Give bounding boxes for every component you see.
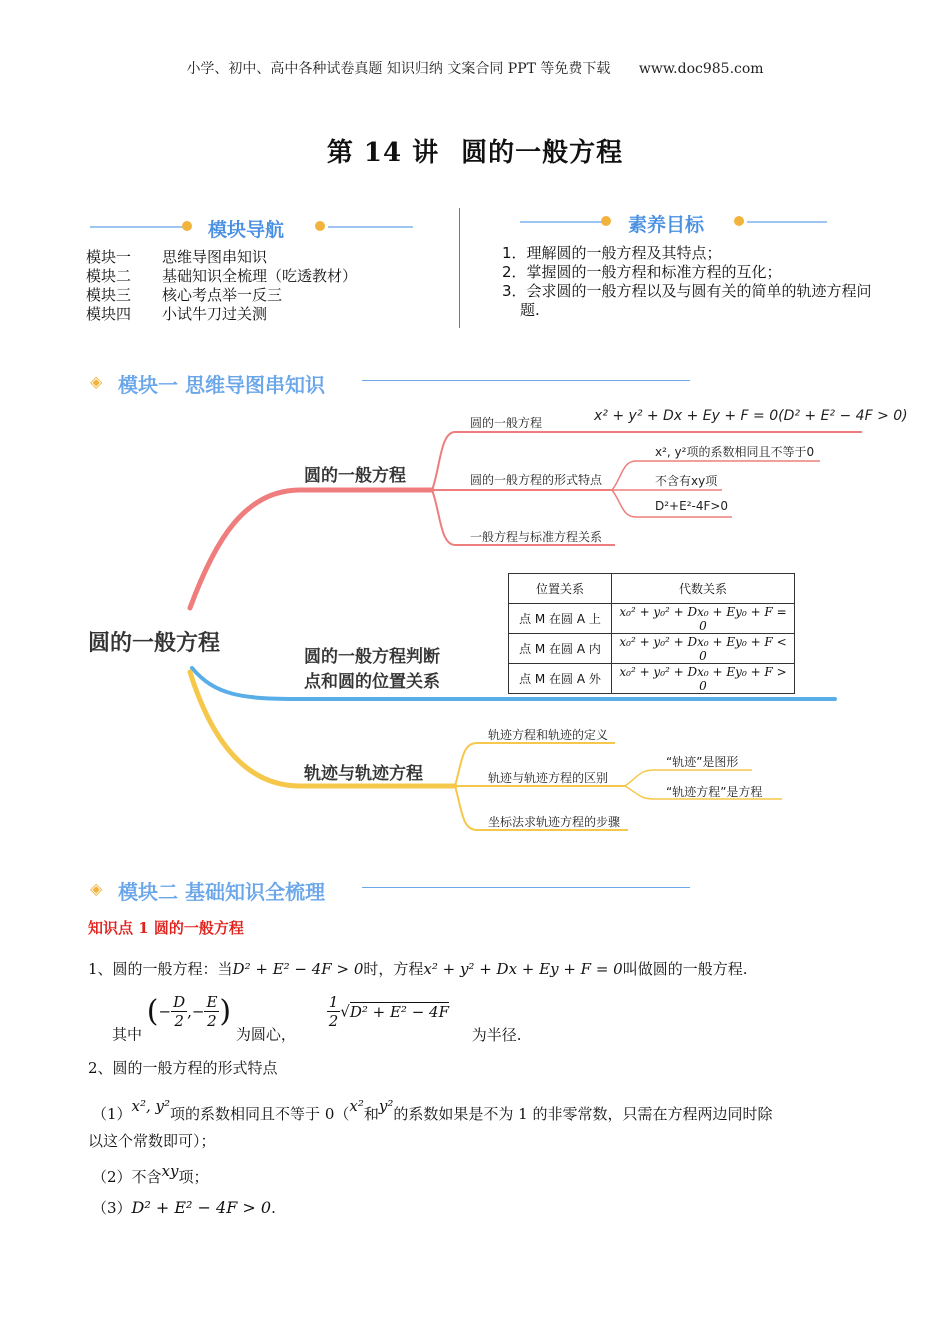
module2-heading-line xyxy=(362,887,690,888)
goal-item: 1．理解圆的一般方程及其特点； xyxy=(502,244,722,262)
paragraph-5: （2）不含xy项； xyxy=(92,1162,209,1186)
nav-item[interactable]: 模块三 核心考点举一反三 xyxy=(86,286,283,304)
branch1-leaf2-item: x², y²项的系数相同且不等于0 xyxy=(655,445,815,459)
module2-heading: 模块二 基础知识全梳理 xyxy=(118,880,325,904)
table-cell: x₀² + y₀² + Dx₀ + Ey₀ + F = 0 xyxy=(612,604,795,634)
branch3-leaf1: 轨迹方程和轨迹的定义 xyxy=(488,728,609,742)
goal-item: 2．掌握圆的一般方程和标准方程的互化； xyxy=(502,263,782,281)
nav-heading: 模块导航 xyxy=(208,219,285,241)
knowledge-point-title: 知识点 1 圆的一般方程 xyxy=(88,919,244,937)
table-row xyxy=(509,574,795,604)
branch2-title: 圆的一般方程判断 点和圆的位置关系 xyxy=(304,647,440,692)
nav-item[interactable]: 模块四 小试牛刀过关测 xyxy=(86,305,268,323)
table-cell: 点 M 在圆 A 内 xyxy=(509,634,612,664)
module1-heading: 模块一 思维导图串知识 xyxy=(118,373,325,397)
table-cell: x₀² + y₀² + Dx₀ + Ey₀ + F > 0 xyxy=(612,664,795,694)
position-table xyxy=(508,573,795,694)
table-cell: 点 M 在圆 A 上 xyxy=(509,604,612,634)
branch3-leaf2-item: “轨迹方程”是方程 xyxy=(666,785,763,799)
paragraph-6: （3）D² + E² − 4F > 0. xyxy=(92,1198,276,1217)
table-row xyxy=(509,664,795,694)
paragraph-2: 其中 (− $\frac{D}{2}$ ,− $\frac{E}{2}$ ) 为圆心， $\frac{1}{2}$ √D² + E² − 4F 为半径. xyxy=(112,993,522,1044)
module1-diamond-icon: ◈ xyxy=(90,372,103,391)
nav-item[interactable]: 模块一 思维导图串知识 xyxy=(86,248,268,266)
table-header: 代数关系 xyxy=(612,574,795,604)
nav-item[interactable]: 模块二 基础知识全梳理（吃透教材） xyxy=(86,267,358,285)
module2-diamond-icon: ◈ xyxy=(90,879,103,898)
paragraph-4: （1）x², y²项的系数相同且不等于 0（x²和y²的系数如果是不为 1 的非零常数，只需在方程两边同时除 xyxy=(92,1097,773,1123)
paragraph-3: 2、圆的一般方程的形式特点 xyxy=(88,1059,278,1077)
branch1-leaf2-item: 不含有xy项 xyxy=(655,474,718,488)
title-lecture: 第 14 讲 xyxy=(326,138,440,168)
goal-item: 3．会求圆的一般方程以及与圆有关的简单的轨迹方程问题. xyxy=(502,282,872,319)
header-text: 小学、初中、高中各种试卷真题 知识归纳 文案合同 PPT 等免费下载 xyxy=(186,61,611,77)
branch3-leaf2: 轨迹与轨迹方程的区别 xyxy=(488,771,609,785)
branch1-title: 圆的一般方程 xyxy=(304,466,406,486)
paragraph-4-cont: 以这个常数即可）； xyxy=(88,1132,216,1150)
table-header: 位置关系 xyxy=(509,574,612,604)
branch3-leaf2-item: “轨迹”是图形 xyxy=(666,755,739,769)
paragraph-1: 1、圆的一般方程：当D² + E² − 4F > 0时，方程x² + y² + Dx + Ey + F = 0叫做圆的一般方程. xyxy=(88,960,748,978)
branch1-leaf1: 圆的一般方程 xyxy=(470,416,543,430)
branch3-title: 轨迹与轨迹方程 xyxy=(304,764,423,784)
branch1-leaf3: 一般方程与标准方程关系 xyxy=(470,530,603,544)
table-cell: x₀² + y₀² + Dx₀ + Ey₀ + F < 0 xyxy=(612,634,795,664)
branch1-line xyxy=(190,490,432,608)
branch1-leaf2: 圆的一般方程的形式特点 xyxy=(470,473,603,487)
branch1-leaf1-formula: x² + y² + Dx + Ey + F = 0(D² + E² − 4F > 0) xyxy=(594,408,908,424)
table-row xyxy=(509,604,795,634)
branch3-leaf3: 坐标法求轨迹方程的步骤 xyxy=(488,815,621,829)
header-url[interactable]: www.doc985.com xyxy=(638,61,764,77)
title-topic: 圆的一般方程 xyxy=(461,138,624,168)
mindmap-root: 圆的一般方程 xyxy=(88,631,221,656)
table-cell: 点 M 在圆 A 外 xyxy=(509,664,612,694)
table-row xyxy=(509,634,795,664)
goal-heading: 素养目标 xyxy=(628,214,705,236)
branch1-leaf2-item: D²+E²-4F>0 xyxy=(655,499,729,513)
